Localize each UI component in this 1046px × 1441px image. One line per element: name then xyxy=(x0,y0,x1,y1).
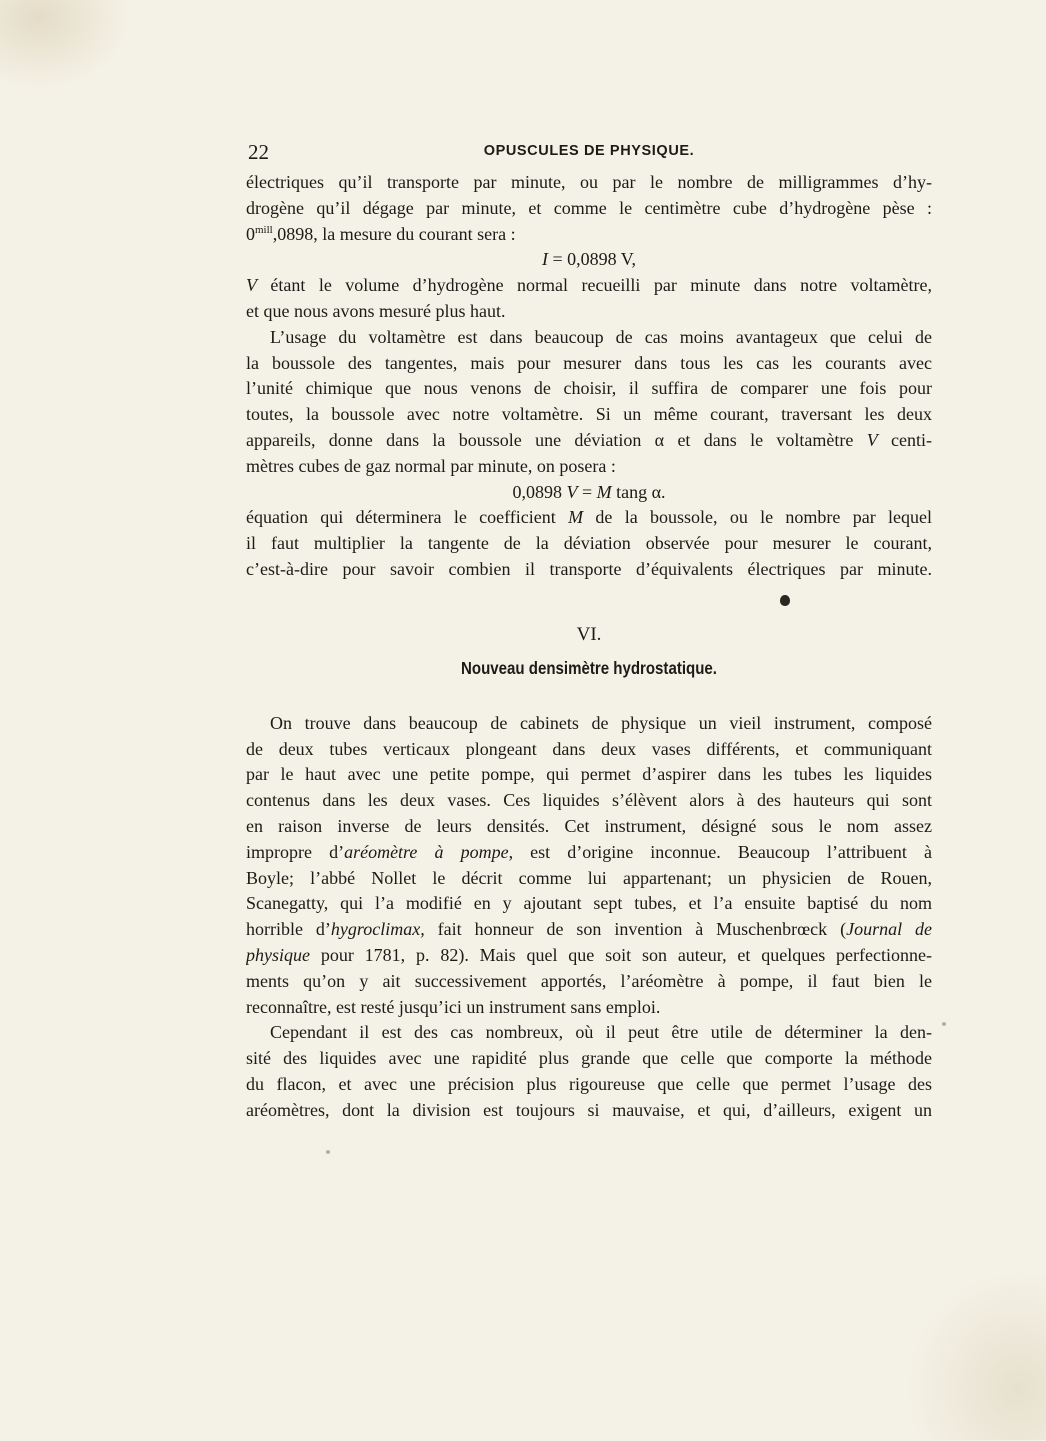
text-line: sité des liquides avec une rapidité plus grande que celle que comporte la méthode xyxy=(246,1048,932,1069)
equation xyxy=(246,247,932,273)
inline-variable: M xyxy=(568,507,584,528)
italic-term: aréomètre à pompe xyxy=(344,841,509,862)
text-line: contenus dans les deux vases. Ces liquides s’élèvent alors à des hauteurs qui sont xyxy=(246,790,932,811)
italic-term: hygroclimax, xyxy=(330,919,425,940)
text-line: électriques qu’il transporte par minute, ou par le nombre de milligrammes d’hy- xyxy=(246,172,932,192)
unit-superscript: mill xyxy=(255,223,273,236)
text-line xyxy=(246,222,932,248)
spacer xyxy=(246,685,932,711)
equation-variable: I xyxy=(541,249,548,270)
equation-text: = xyxy=(577,481,597,502)
text-line: et que nous avons mesuré plus haut. xyxy=(246,300,506,321)
text-run: 0 xyxy=(246,223,255,244)
section-number: VI. xyxy=(576,623,602,645)
running-head: OPUSCULES DE PHYSIQUE. xyxy=(483,143,695,159)
section-title: Nouveau densimètre hydrostatique. xyxy=(461,657,717,678)
paper-speck xyxy=(326,1150,330,1154)
text-line xyxy=(246,840,932,866)
text-run: appareils, donne dans la boussole une déviation α et dans le voltamètre xyxy=(246,429,867,450)
text-run: équation qui déterminera le coefficient xyxy=(246,507,569,528)
paper-stain xyxy=(0,0,130,90)
text-line xyxy=(246,505,932,531)
text-run: horrible d’ xyxy=(246,919,331,940)
italic-citation: physique xyxy=(246,944,310,965)
text-line: il faut multiplier la tangente de la déviation observée pour mesurer le courant, xyxy=(246,533,932,554)
text-line: c’est-à-dire pour savoir combien il transporte d’équivalents électriques par minute. xyxy=(246,558,932,579)
page-number: 22 xyxy=(248,140,269,164)
text-line: l’unité chimique que nous venons de choisir, il suffira de comparer une fois pour xyxy=(246,378,932,399)
text-line: aréomètres, dont la division est toujours si mauvaise, et qui, d’ailleurs, exigent un xyxy=(246,1099,932,1120)
text-line: toutes, la boussole avec notre voltamètre. Si un même courant, traversant les deux xyxy=(246,404,932,425)
inline-variable: V xyxy=(866,429,878,450)
text-line xyxy=(246,428,932,454)
equation-text: 0,0898 xyxy=(512,481,567,502)
text-line: par le haut avec une petite pompe, qui permet d’aspirer dans les tubes les liquides xyxy=(246,764,932,785)
paper-stain xyxy=(906,1270,1046,1440)
text-line: Cependant il est des cas nombreux, où il peut être utile de déterminer la den- xyxy=(270,1022,932,1043)
text-line xyxy=(246,273,932,299)
text-line: On trouve dans beaucoup de cabinets de physique un vieil instrument, composé xyxy=(270,712,932,733)
text-run: pour 1781, p. 82). Mais quel que soit son auteur, et quelques perfectionne- xyxy=(309,944,932,965)
equation-variable: M xyxy=(596,481,612,502)
paper-speck xyxy=(942,1022,946,1026)
text-run: ,0898, la mesure du courant sera : xyxy=(272,223,516,244)
text-run: de la boussole, ou le nombre par lequel xyxy=(583,507,932,528)
equation-text: tang α. xyxy=(611,481,666,502)
equation xyxy=(246,480,932,506)
ink-blot xyxy=(780,595,790,606)
text-line xyxy=(246,943,932,969)
equation-variable: V xyxy=(566,481,578,502)
page-header xyxy=(246,140,932,166)
text-line: du flacon, et avec une précision plus rigoureuse que celle que permet l’usage des xyxy=(246,1073,932,1094)
text-line: reconnaître, est resté jusqu’ici un instrument sans emploi. xyxy=(246,996,661,1017)
text-line: Boyle; l’abbé Nollet le décrit comme lui appartenant; un physicien de Rouen, xyxy=(246,867,932,888)
inline-variable: V xyxy=(246,275,257,296)
text-line: en raison inverse de leurs densités. Cet instrument, désigné sous le nom assez xyxy=(246,815,932,836)
text-line: de deux tubes verticaux plongeant dans deux vases différents, et communiquant xyxy=(246,738,932,759)
text-line xyxy=(246,917,932,943)
text-line: ments qu’on y ait successivement apportés, l’aréomètre à pompe, il faut bien le xyxy=(246,970,932,991)
text-line: mètres cubes de gaz normal par minute, on posera : xyxy=(246,455,616,476)
ornament-row xyxy=(246,583,932,619)
text-run: centi- xyxy=(877,429,932,450)
text-run: impropre d’ xyxy=(246,841,345,862)
text-line: drogène qu’il dégage par minute, et comme le centimètre cube d’hydrogène pèse : xyxy=(246,197,932,218)
text-line: la boussole des tangentes, mais pour mesurer dans tous les cas les courants avec xyxy=(246,352,932,373)
page-body xyxy=(246,170,932,1124)
italic-citation: Journal de xyxy=(846,919,932,940)
text-line: L’usage du voltamètre est dans beaucoup de cas moins avantageux que celui de xyxy=(270,326,932,347)
text-run: étant le volume d’hydrogène normal recueilli par minute dans notre voltamètre, xyxy=(257,275,932,296)
equation-text: = 0,0898 V, xyxy=(547,249,636,270)
text-run: , est d’origine inconnue. Beaucoup l’attribuent à xyxy=(508,841,932,862)
text-line: Scanegatty, qui l’a modifié en y ajoutant sept tubes, et l’a ensuite baptisé du nom xyxy=(246,893,932,914)
text-run: fait honneur de son invention à Muschenbrœck ( xyxy=(424,919,847,940)
